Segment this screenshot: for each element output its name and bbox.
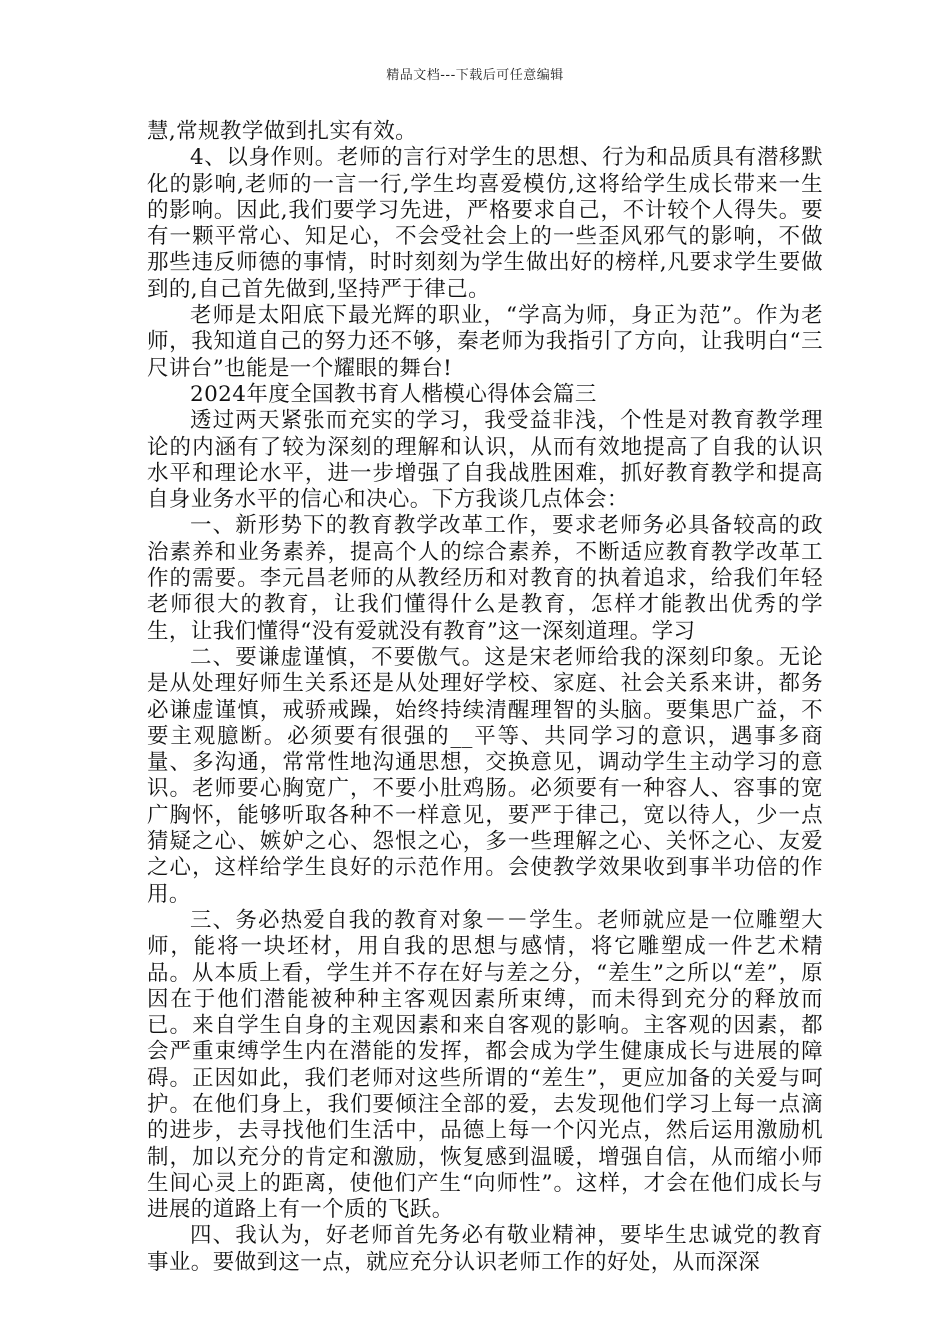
paragraph: 4、以身作则。老师的言行对学生的思想、行为和品质具有潜移默化的影响,老师的一言一行,学生均喜爱模仿,这将给学生成长带来一生的影响。因此,我们要学习先进，严格要求自己，不计较个人得失。要有一颗平常心、知足心，不会受社会上的一些歪风邪气的影响，不做那些违反师德的事情，时时刻刻为学生做出好的榜样,凡要求学生要做到的,自己首先做到,坚持严于律己。 [147, 145, 823, 302]
paragraph: 四、我认为，好老师首先务必有敬业精神，要毕生忠诚党的教育事业。要做到这一点，就应充分认识老师工作的好处，从而深深 [147, 1223, 823, 1275]
paragraph: 二、要谦虚谨慎，不要傲气。这是宋老师给我的深刻印象。无论是从处理好师生关系还是从处理好学校、家庭、社会关系来讲，都务必谦虚谨慎，戒骄戒躁，始终持续清醒理智的头脑。要集思广益，不要主观臆断。必须要有很强的__平等、共同学习的意识，遇事多商量、多沟通，常常性地沟通思想，交换意见，调动学生主动学习的意识。老师要心胸宽广，不要小肚鸡肠。必须要有一种容人、容事的宽广胸怀，能够听取各种不一样意见，要严于律己，宽以待人，少一点猜疑之心、嫉妒之心、怨恨之心，多一些理解之心、关怀之心、友爱之心，这样给学生良好的示范作用。会使教学效果收到事半功倍的作用。 [147, 644, 823, 907]
paragraph: 一、新形势下的教育教学改革工作，要求老师务必具备较高的政治素养和业务素养，提高个人的综合素养，不断适应教育教学改革工作的需要。李元昌老师的从教经历和对教育的执着追求，给我们年轻老师很大的教育，让我们懂得什么是教育，怎样才能教出优秀的学生，让我们懂得“没有爱就没有教育”这一深刻道理。学习 [147, 513, 823, 644]
paragraph: 老师是太阳底下最光辉的职业，“学高为师，身正为范”。作为老师，我知道自己的努力还不够，秦老师为我指引了方向，让我明白“三尺讲台”也能是一个耀眼的舞台! [147, 303, 823, 381]
page-header: 精品文档---下载后可任意编辑 [386, 68, 564, 83]
document-body [147, 119, 823, 1276]
paragraph: 慧,常规教学做到扎实有效。 [147, 119, 418, 144]
section-heading: 2024年度全国教书育人楷模心得体会篇三 [190, 381, 597, 407]
paragraph: 三、务必热爱自我的教育对象－－学生。老师就应是一位雕塑大师，能将一块坯材，用自我的思想与感情，将它雕塑成一件艺术精品。从本质上看，学生并不存在好与差之分，“差生”之所以“差”，原因在于他们潜能被种种主客观因素所束缚，而未得到充分的释放而已。来自学生自身的主观因素和来自客观的影响。主客观的因素，都会严重束缚学生内在潜能的发挥，都会成为学生健康成长与进展的障碍。正因如此，我们老师对这些所谓的“差生”，更应加备的关爱与呵护。在他们身上，我们要倾注全部的爱，去发现他们学习上每一点滴的进步，去寻找他们生活中，品德上每一个闪光点，然后运用激励机制，加以充分的肯定和激励，恢复感到温暖，增强自信，从而缩小师生间心灵上的距离，使他们产生“向师性”。这样，才会在他们成长与进展的道路上有一个质的飞跃。 [147, 907, 823, 1223]
paragraph: 透过两天紧张而充实的学习，我受益非浅，个性是对教育教学理论的内涵有了较为深刻的理解和认识，从而有效地提高了自我的认识水平和理论水平，进一步增强了自我战胜困难，抓好教育教学和提高自身业务水平的信心和决心。下方我谈几点体会： [147, 408, 823, 513]
